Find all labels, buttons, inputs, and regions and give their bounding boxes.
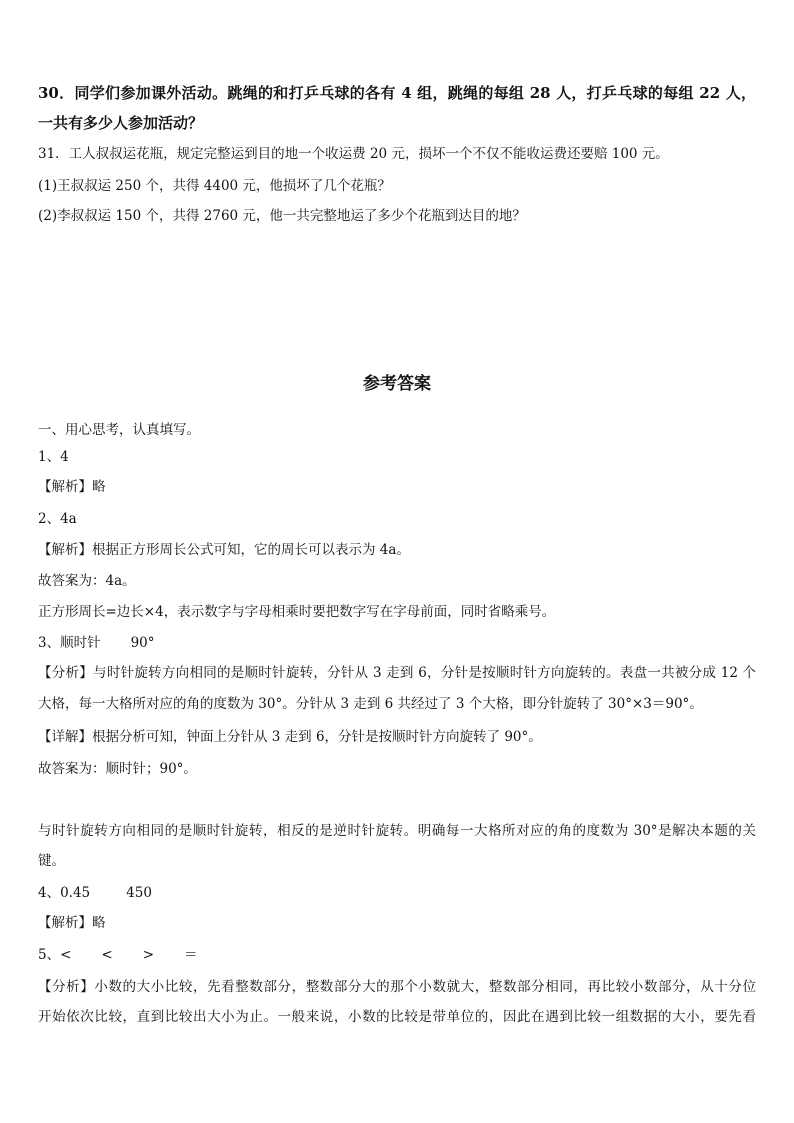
answer-5 <box>38 946 756 964</box>
q30-line-1: 30．同学们参加课外活动。跳绳的和打乒乓球的各有 4 组，跳绳的每组 28 人，打乒乓球的每组 22 人， <box>38 84 756 102</box>
answer-3-analysis-2: 大格，每一大格所对应的角的度数为 30°。分针从 3 走到 6 共经过了 3 个大格，即分针旋转了 30°×3＝90°。 <box>38 696 703 712</box>
q31-sub-1: (1)王叔叔运 250 个，共得 4400 元，他损坏了几个花瓶？ <box>38 178 391 194</box>
q31-sub-2: (2)李叔叔运 150 个，共得 2760 元，他一共完整地运了多少个花瓶到达目的地？ <box>38 208 526 224</box>
answer-5-symbol-4: ＝ <box>184 947 198 963</box>
answer-5-symbol-2: < <box>101 947 113 963</box>
answer-3 <box>38 634 756 652</box>
answer-2-analysis: 【解析】根据正方形周长公式可知，它的周长可以表示为 4a。 <box>38 542 410 558</box>
answer-3-result: 故答案为：顺时针；90°。 <box>38 761 197 777</box>
answer-5-symbol-1: 5、< <box>38 947 72 963</box>
answer-3-note-2: 键。 <box>38 853 65 869</box>
answer-4 <box>38 884 756 902</box>
answer-5-analysis-1: 【分析】小数的大小比较，先看整数部分，整数部分大的那个小数就大，整数部分相同，再比较小数部分，从十分位 <box>38 979 756 995</box>
answer-5-analysis-2: 开始依次比较，直到比较出大小为止。一般来说，小数的比较是带单位的，因此在遇到比较一组数据的大小，要先看 <box>38 1009 756 1025</box>
answer-4-decimal: 4、0.45 <box>38 885 91 901</box>
answer-4-analysis: 【解析】略 <box>38 915 106 931</box>
answer-3-degree: 90° <box>130 635 155 651</box>
answer-3-analysis-1: 【分析】与时针旋转方向相同的是顺时针旋转，分针从 3 走到 6，分针是按顺时针方向旋转的。表盘一共被分成 12 个 <box>38 665 756 681</box>
answer-5-symbol-3: > <box>142 947 155 963</box>
answer-3-note-1: 与时针旋转方向相同的是顺时针旋转，相反的是逆时针旋转。明确每一大格所对应的角的度数为 30°是解决本题的关 <box>38 823 756 839</box>
answer-4-value: 450 <box>126 885 152 901</box>
q30-line-2: 一共有多少人参加活动？ <box>38 114 204 132</box>
section-1-heading: 一、用心思考，认真填写。 <box>38 422 200 438</box>
answer-3-direction: 3、顺时针 <box>38 635 101 651</box>
answer-1-analysis: 【解析】略 <box>38 479 106 495</box>
answer-2-result: 故答案为：4a。 <box>38 573 136 589</box>
answers-title: 参考答案 <box>363 374 431 394</box>
answer-2-note: 正方形周长=边长×4，表示数字与字母相乘时要把数字写在字母前面，同时省略乘号。 <box>38 604 556 620</box>
answer-2: 2、4a <box>38 511 77 527</box>
q31-line-1: 31．工人叔叔运花瓶，规定完整运到目的地一个收运费 20 元，损坏一个不仅不能收运费还要赔 100 元。 <box>38 146 669 162</box>
answer-1: 1、4 <box>38 449 69 465</box>
answer-3-detail: 【详解】根据分析可知，钟面上分针从 3 走到 6，分针是按顺时针方向旋转了 90°。 <box>38 729 542 745</box>
